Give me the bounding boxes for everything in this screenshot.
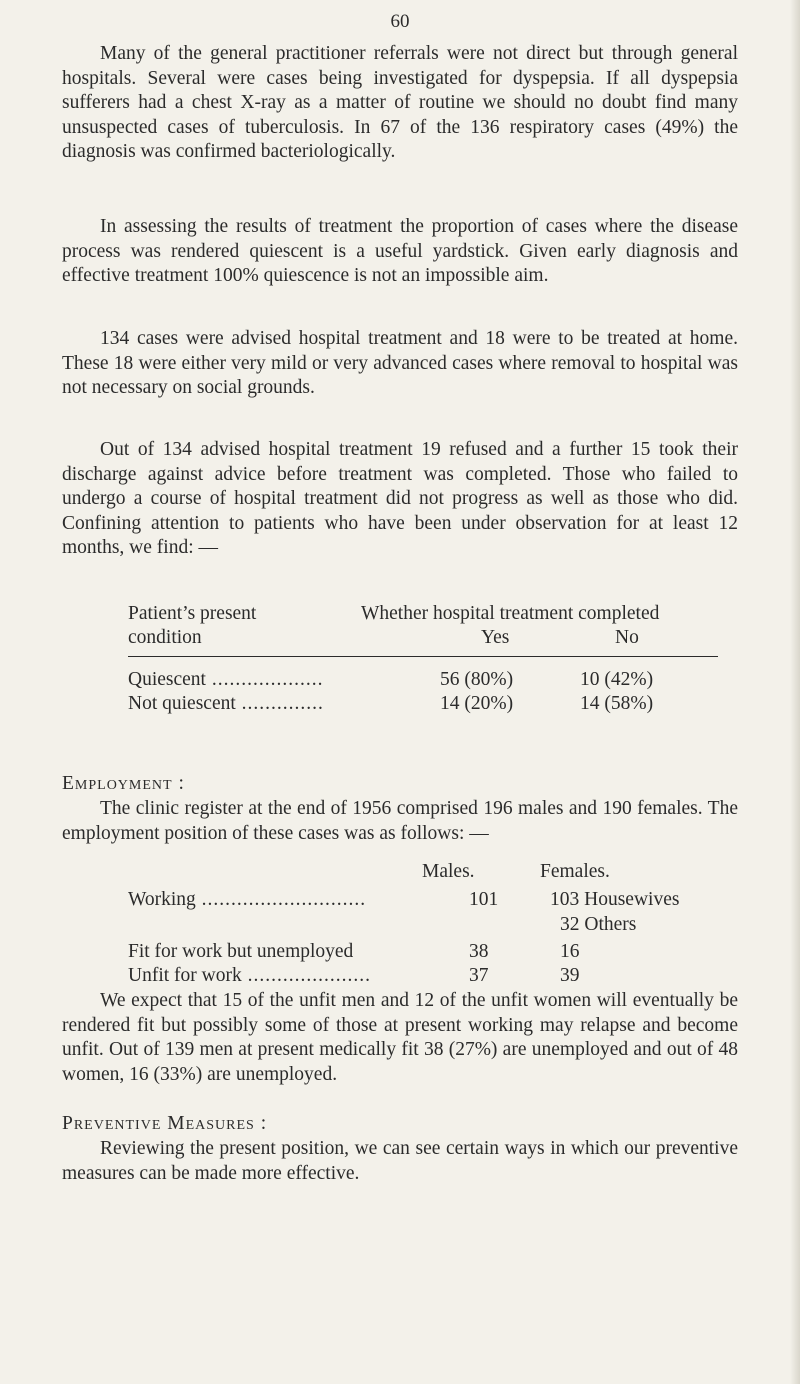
column-males: Males. bbox=[422, 861, 475, 882]
column-no: No bbox=[615, 627, 639, 648]
females-value: 16 bbox=[560, 941, 580, 962]
column-yes: Yes bbox=[481, 627, 510, 648]
table-header-left-2: condition bbox=[128, 627, 202, 648]
males-value: 37 bbox=[469, 965, 489, 986]
paragraph-text: We expect that 15 of the unfit men and 12 of the unfit women will eventually be rendered fit but possibly some of those at present working may relapse and become unfit. Out of 139 men at present medically fit 38 (27%) are unemployed and out of 48 women, 16 (33%) are unemployed. bbox=[62, 990, 738, 1085]
leader-dots: .............. bbox=[235, 693, 324, 714]
row-label: Unfit for work bbox=[128, 965, 242, 986]
paragraph-text: Reviewing the present position, we can see certain ways in which our preventive measures can be made more effective. bbox=[62, 1138, 738, 1184]
males-value: 101 bbox=[469, 889, 499, 910]
table-header-right: Whether hospital treatment completed bbox=[361, 603, 660, 624]
table-row bbox=[128, 940, 353, 965]
paragraph-advised bbox=[62, 327, 738, 401]
row-label: Working bbox=[128, 889, 196, 910]
yes-value: 14 (20%) bbox=[440, 693, 514, 714]
males-value: 38 bbox=[469, 941, 489, 962]
paragraph-text: In assessing the results of treatment the proportion of cases where the disease process was rendered quiescent is a useful yardstick. Given early diagnosis and effective treatment 100% quiescence is not an impossible aim. bbox=[62, 216, 738, 287]
page-edge-shadow bbox=[790, 0, 800, 1384]
employment-intro bbox=[62, 797, 738, 846]
page-number: 60 bbox=[390, 11, 410, 32]
paragraph-text: The clinic register at the end of 1956 comprised 196 males and 190 females. The employment position of these cases was as follows: — bbox=[62, 798, 738, 844]
paragraph-referrals bbox=[62, 42, 738, 165]
table-row bbox=[128, 692, 324, 717]
leader-dots: ............................ bbox=[195, 889, 367, 910]
paragraph-text: Many of the general practitioner referrals were not direct but through general hospitals. Several were cases being investigated for dyspepsia. If all dyspepsia sufferers had a chest X-ray as a matter of routine we should no doubt find many unsuspected cases of tuberculosis. In 67 of the 136 respiratory cases (49%) the diagnosis was confirmed bacteriologically. bbox=[62, 43, 738, 163]
no-value: 14 (58%) bbox=[580, 693, 654, 714]
preventive-heading: Preventive Measures : bbox=[62, 1113, 268, 1134]
table-row bbox=[128, 964, 371, 989]
row-label: Quiescent bbox=[128, 669, 206, 690]
paragraph-out-of bbox=[62, 438, 738, 561]
paragraph-text: Out of 134 advised hospital treatment 19 refused and a further 15 took their discharge against advice before treatment was completed. Those who failed to undergo a course of hospital treatment did not progress as well as those who did. Confining attention to patients who have been under observation for at least 12 months, we find: — bbox=[62, 439, 738, 559]
table-row bbox=[128, 888, 366, 913]
no-value: 10 (42%) bbox=[580, 669, 654, 690]
table-header-left-1: Patient’s present bbox=[128, 603, 257, 624]
females-value: 32 Others bbox=[560, 914, 637, 935]
paragraph-text: 134 cases were advised hospital treatment and 18 were to be treated at home. These 18 were either very mild or very advanced cases where removal to hospital was not necessary on social grounds. bbox=[62, 328, 738, 399]
employment-heading: Employment : bbox=[62, 773, 185, 794]
leader-dots: ..................... bbox=[241, 965, 371, 986]
employment-closing bbox=[62, 989, 738, 1087]
females-value: 103 Housewives bbox=[550, 889, 680, 910]
table-row bbox=[128, 668, 323, 693]
table-rule bbox=[128, 656, 718, 657]
row-label: Not quiescent bbox=[128, 693, 236, 714]
preventive-text bbox=[62, 1137, 738, 1186]
paragraph-assessing bbox=[62, 215, 738, 289]
yes-value: 56 (80%) bbox=[440, 669, 514, 690]
row-label: Fit for work but unemployed bbox=[128, 941, 354, 962]
column-females: Females. bbox=[540, 861, 610, 882]
females-value: 39 bbox=[560, 965, 580, 986]
leader-dots: ................... bbox=[205, 669, 324, 690]
